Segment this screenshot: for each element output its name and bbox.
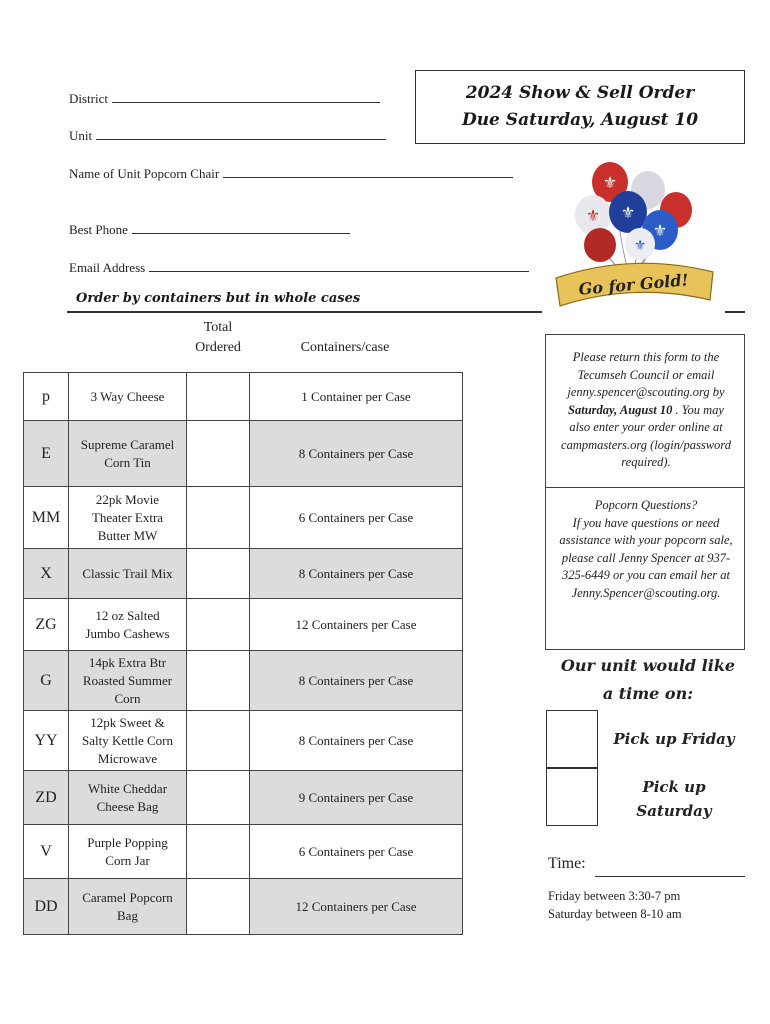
product-name bbox=[69, 373, 187, 421]
fleur-icon: ⚜ bbox=[585, 206, 601, 225]
balloons-graphic bbox=[548, 160, 720, 320]
title-line-2: Due Saturday, August 10 bbox=[461, 110, 699, 130]
product-name-line: Corn bbox=[114, 690, 141, 706]
containers-per-case: 6 Containers per Case bbox=[250, 487, 463, 549]
fleur-icon: ⚜ bbox=[620, 203, 636, 222]
product-code: ZG bbox=[24, 599, 69, 651]
phone-label: Best Phone bbox=[69, 222, 128, 237]
chair-line bbox=[223, 176, 513, 178]
unit-line bbox=[96, 138, 386, 140]
product-name-line: 22pk Movie bbox=[95, 491, 160, 507]
return-note: Please return this form to the Tecumseh Council or email jenny.spencer@scouting.org by Saturday, August 10 . You may also enter your order online at campmasters.org (login/password required). bbox=[561, 350, 731, 469]
product-name bbox=[69, 549, 187, 599]
containers-per-case: 12 Containers per Case bbox=[250, 879, 463, 935]
total-ordered-input[interactable] bbox=[187, 879, 250, 935]
containers-per-case: 8 Containers per Case bbox=[250, 651, 463, 711]
product-name-line: White Cheddar bbox=[87, 780, 168, 796]
containers-per-case: 6 Containers per Case bbox=[250, 825, 463, 879]
total-ordered-input[interactable] bbox=[187, 771, 250, 825]
total-ordered-header: Total Ordered bbox=[195, 320, 241, 355]
friday-hours: Friday between 3:30-7 pm bbox=[548, 889, 681, 903]
containers-header: Containers/case bbox=[300, 340, 390, 355]
fleur-icon: ⚜ bbox=[602, 173, 618, 192]
district-label: District bbox=[69, 91, 108, 106]
unit-label: Unit bbox=[69, 128, 93, 143]
product-code: E bbox=[24, 421, 69, 487]
product-name bbox=[69, 421, 187, 487]
product-code: DD bbox=[24, 879, 69, 935]
total-ordered-input[interactable] bbox=[187, 421, 250, 487]
info-box bbox=[545, 334, 745, 650]
questions-title: Popcorn Questions? bbox=[594, 498, 698, 512]
total-ordered-input[interactable] bbox=[187, 549, 250, 599]
product-name-line: Cheese Bag bbox=[96, 798, 159, 814]
total-ordered-input[interactable] bbox=[187, 651, 250, 711]
total-ordered-input[interactable] bbox=[187, 373, 250, 421]
product-name bbox=[69, 879, 187, 935]
product-name-line: Jumbo Cashews bbox=[85, 625, 170, 641]
pickup-saturday-label: Pick up Saturday bbox=[636, 778, 712, 820]
product-code: G bbox=[24, 651, 69, 711]
product-code: MM bbox=[24, 487, 69, 549]
product-row bbox=[24, 651, 463, 711]
total-ordered-input[interactable] bbox=[187, 487, 250, 549]
info-divider bbox=[546, 487, 744, 488]
time-input-line[interactable] bbox=[595, 876, 745, 877]
product-row bbox=[24, 549, 463, 599]
unit-field[interactable] bbox=[69, 128, 386, 144]
product-name bbox=[69, 771, 187, 825]
product-name-line: 14pk Extra Btr bbox=[88, 654, 167, 670]
email-line bbox=[149, 270, 529, 272]
product-name-line: Corn Tin bbox=[104, 454, 151, 470]
friday-checkbox[interactable] bbox=[546, 710, 598, 768]
containers-per-case: 8 Containers per Case bbox=[250, 711, 463, 771]
title-box bbox=[415, 70, 745, 144]
product-name-line: Salty Kettle Corn bbox=[82, 732, 173, 748]
title-line-1: 2024 Show & Sell Order bbox=[465, 83, 695, 103]
product-name-line: Corn Jar bbox=[105, 852, 150, 868]
product-name bbox=[69, 711, 187, 771]
product-row bbox=[24, 599, 463, 651]
chair-label: Name of Unit Popcorn Chair bbox=[69, 166, 220, 181]
heading-rule-right bbox=[725, 311, 745, 313]
email-label: Email Address bbox=[69, 260, 146, 275]
due-date-bold: Saturday, August 10 bbox=[568, 402, 673, 417]
product-name bbox=[69, 825, 187, 879]
fleur-icon: ⚜ bbox=[652, 221, 668, 240]
saturday-hours: Saturday between 8-10 am bbox=[548, 907, 682, 921]
fleur-icon: ⚜ bbox=[633, 238, 647, 254]
product-row bbox=[24, 711, 463, 771]
product-name-line: Classic Trail Mix bbox=[82, 565, 173, 581]
product-name-line: Microwave bbox=[97, 750, 158, 766]
district-field[interactable] bbox=[69, 91, 380, 107]
total-ordered-input[interactable] bbox=[187, 711, 250, 771]
questions-note: Popcorn Questions? If you have questions or need assistance with your popcorn sale, please call Jenny Spencer at 937- 325-6449 or you can email her at Jenny.Spencer@scouting.org. bbox=[546, 497, 746, 602]
product-name bbox=[69, 599, 187, 651]
email-field[interactable] bbox=[69, 260, 529, 276]
product-name-line: Roasted Summer bbox=[82, 672, 173, 688]
product-name-line: 12 oz Salted bbox=[95, 607, 160, 623]
product-row bbox=[24, 879, 463, 935]
phone-line bbox=[132, 232, 350, 234]
balloon-red-bottom bbox=[584, 228, 616, 262]
product-code: ZD bbox=[24, 771, 69, 825]
containers-per-case: 8 Containers per Case bbox=[250, 549, 463, 599]
product-name-line: Theater Extra bbox=[91, 509, 164, 525]
product-name bbox=[69, 487, 187, 549]
containers-per-case: 9 Containers per Case bbox=[250, 771, 463, 825]
product-row bbox=[24, 421, 463, 487]
product-row bbox=[24, 373, 463, 421]
time-label: Time: bbox=[548, 855, 586, 872]
chair-field[interactable] bbox=[69, 166, 513, 182]
product-code: V bbox=[24, 825, 69, 879]
product-code: X bbox=[24, 549, 69, 599]
pickup-hours bbox=[548, 887, 682, 923]
product-name-line: Supreme Caramel bbox=[80, 436, 175, 452]
product-name-line: 3 Way Cheese bbox=[90, 388, 165, 404]
heading-rule bbox=[67, 311, 542, 313]
order-table bbox=[23, 372, 463, 935]
phone-field[interactable] bbox=[69, 222, 350, 238]
product-name-line: Caramel Popcorn bbox=[82, 889, 173, 905]
product-code: p bbox=[24, 373, 69, 421]
product-row bbox=[24, 487, 463, 549]
containers-per-case: 1 Container per Case bbox=[250, 373, 463, 421]
product-name-line: Bag bbox=[117, 907, 138, 923]
product-name-line: 12pk Sweet & bbox=[90, 714, 165, 730]
total-ordered-input[interactable] bbox=[187, 599, 250, 651]
containers-per-case: 12 Containers per Case bbox=[250, 599, 463, 651]
product-name bbox=[69, 651, 187, 711]
district-line bbox=[112, 101, 380, 103]
product-name-line: Butter MW bbox=[97, 527, 158, 543]
product-row bbox=[24, 771, 463, 825]
section-heading: Order by containers but in whole cases bbox=[76, 291, 361, 306]
containers-per-case: 8 Containers per Case bbox=[250, 421, 463, 487]
product-row bbox=[24, 825, 463, 879]
saturday-checkbox[interactable] bbox=[546, 768, 598, 826]
pickup-friday-label: Pick up Friday bbox=[613, 730, 735, 748]
product-code: YY bbox=[24, 711, 69, 771]
product-name-line: Purple Popping bbox=[87, 834, 168, 850]
total-ordered-input[interactable] bbox=[187, 825, 250, 879]
pickup-heading: Our unit would like a time on: bbox=[560, 656, 736, 703]
banner-text: Go for Gold! bbox=[577, 270, 690, 299]
